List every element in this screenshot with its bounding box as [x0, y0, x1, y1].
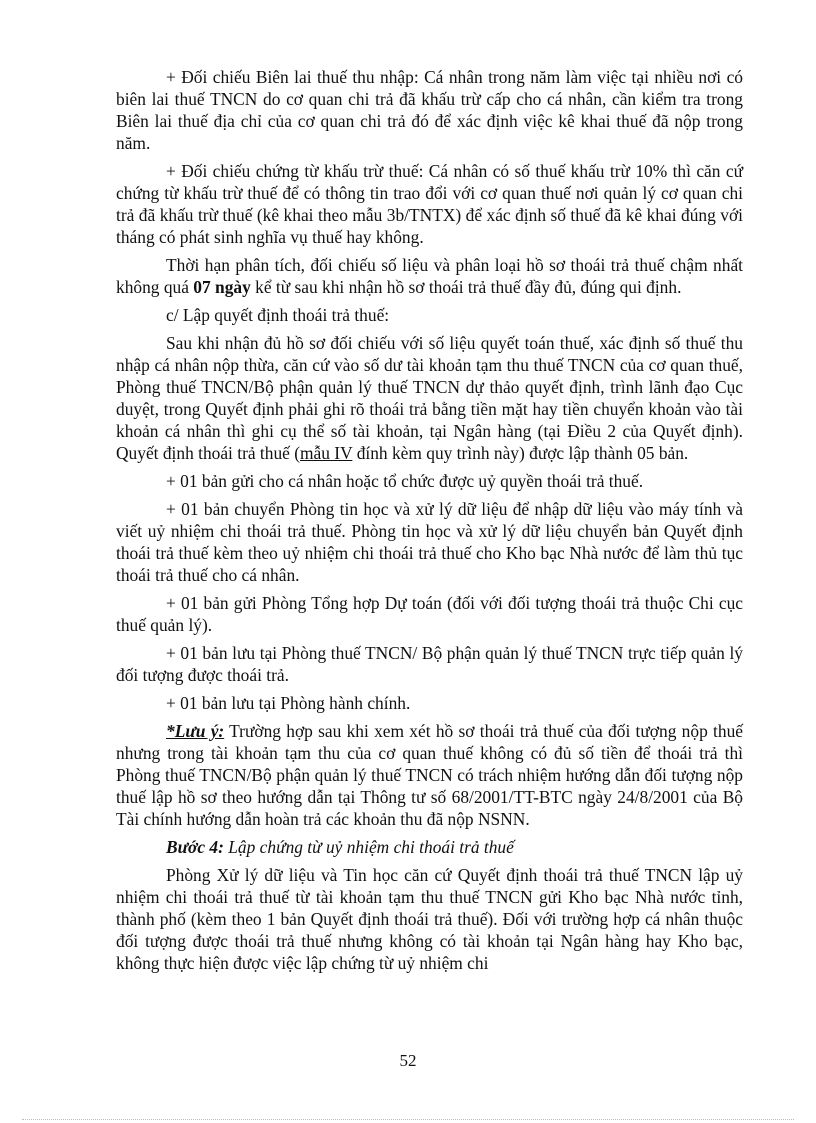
list-item-ban-2: + 01 bản chuyển Phòng tin học và xử lý dữ liệu để nhập dữ liệu vào máy tính và viết uỷ nhiệm chi thoái trả thuế. Phòng tin học và xử lý dữ liệu chuyển bản Quyết định thoái trả thuế kèm theo uỷ nhiệm chi thoái trả thuế cho Kho bạc Nhà nước để làm thủ tục thoái trả thuế cho cá nhân.: [116, 499, 743, 585]
note-label: *Lưu ý:: [166, 721, 225, 741]
step-title-text: Lập chứng từ uỷ nhiệm chi thoái trả thuế: [223, 837, 514, 857]
document-body: [116, 66, 743, 980]
list-item-ban-1: + 01 bản gửi cho cá nhân hoặc tổ chức được uỷ quyền thoái trả thuế.: [166, 471, 644, 491]
footer-divider: [22, 1119, 794, 1120]
paragraph-quyet-dinh: [116, 332, 743, 464]
section-heading-c: c/ Lập quyết định thoái trả thuế:: [166, 305, 390, 325]
step-label: Bước 4:: [166, 837, 224, 857]
text-segment: Thời hạn phân tích, đối chiếu số liệu và phân loại hồ sơ thoái trả thuế chậm nhất không quá: [116, 255, 743, 297]
note-text: Trường hợp sau khi xem xét hồ sơ thoái trả thuế của đối tượng nộp thuế nhưng trong tài khoản tạm thu của cơ quan thuế không có đủ số tiền để thoái trả thì Phòng thuế TNCN/Bộ phận quản lý thuế TNCN có trách nhiệm hướng dẫn đối tượng nộp thuế lập hồ sơ theo hướng dẫn tại Thông tư số 68/2001/TT-BTC ngày 24/8/2001 của Bộ Tài chính hướng dẫn hoàn trả các khoản thu đã nộp NSNN.: [116, 721, 743, 829]
paragraph-bien-lai: + Đối chiếu Biên lai thuế thu nhập: Cá nhân trong năm làm việc tại nhiều nơi có biên lai thuế TNCN do cơ quan chi trả đã khấu trừ cấp cho cá nhân, cần kiểm tra trong Biên lai thuế địa chỉ của cơ quan chi trả đó để xác định việc kê khai thuế đã nộp trong năm.: [116, 67, 743, 153]
form-reference-link[interactable]: mẫu IV: [300, 443, 353, 463]
note-paragraph: [116, 720, 743, 830]
text-segment: Sau khi nhận đủ hồ sơ đối chiếu với số liệu quyết toán thuế, xác định số thuế thu nhập cá nhân nộp thừa, căn cứ vào số dư tài khoản tạm thu thuế TNCN của cơ quan thuế, Phòng thuế TNCN/Bộ phận quản lý thuế TNCN dự thảo quyết định, trình lãnh đạo Cục duyệt, trong Quyết định phải ghi rõ thoái trả bằng tiền mặt hay tiền chuyển khoản vào tài khoản cá nhân thì ghi cụ thể số tài khoản, tại Ngân hàng (tại Điều 2 của Quyết định). Quyết định thoái trả thuế (: [116, 333, 743, 463]
paragraph-uy-nhiem-chi: Phòng Xử lý dữ liệu và Tin học căn cứ Quyết định thoái trả thuế TNCN lập uỷ nhiệm chi thoái trả thuế từ tài khoản tạm thu thuế TNCN gửi Kho bạc Nhà nước tỉnh, thành phố (kèm theo 1 bản Quyết định thoái trả thuế). Đối với trường hợp cá nhân thuộc đối tượng được thoái trả thuế nhưng không có tài khoản tại Ngân hàng hay Kho bạc, không thực hiện được việc lập chứng từ uỷ nhiệm chi: [116, 865, 743, 973]
list-item-ban-5: + 01 bản lưu tại Phòng hành chính.: [166, 693, 411, 713]
list-item-ban-3: + 01 bản gửi Phòng Tổng hợp Dự toán (đối với đối tượng thoái trả thuộc Chi cục thuế quản lý).: [116, 593, 743, 635]
paragraph-thoi-han: [116, 254, 743, 298]
bold-deadline: 07 ngày: [193, 277, 251, 297]
text-segment: kể từ sau khi nhận hồ sơ thoái trả thuế đầy đủ, đúng qui định.: [250, 277, 682, 297]
text-segment: đính kèm quy trình này) được lập thành 05 bản.: [352, 443, 689, 463]
step-4-heading: [116, 836, 743, 858]
page-number: 52: [399, 1051, 417, 1070]
list-item-ban-4: + 01 bản lưu tại Phòng thuế TNCN/ Bộ phận quản lý thuế TNCN trực tiếp quản lý đối tượng được thoái trả.: [116, 643, 743, 685]
paragraph-chung-tu: + Đối chiếu chứng từ khấu trừ thuế: Cá nhân có số thuế khấu trừ 10% thì căn cứ chứng từ khấu trừ thuế để có thông tin trao đổi với cơ quan thuế nơi quản lý cơ quan chi trả đã khấu trừ thuế (kê khai theo mẫu 3b/TNTX) để xác định số thuế đã kê khai đúng với tháng có phát sinh nghĩa vụ thuế hay không.: [116, 161, 743, 247]
